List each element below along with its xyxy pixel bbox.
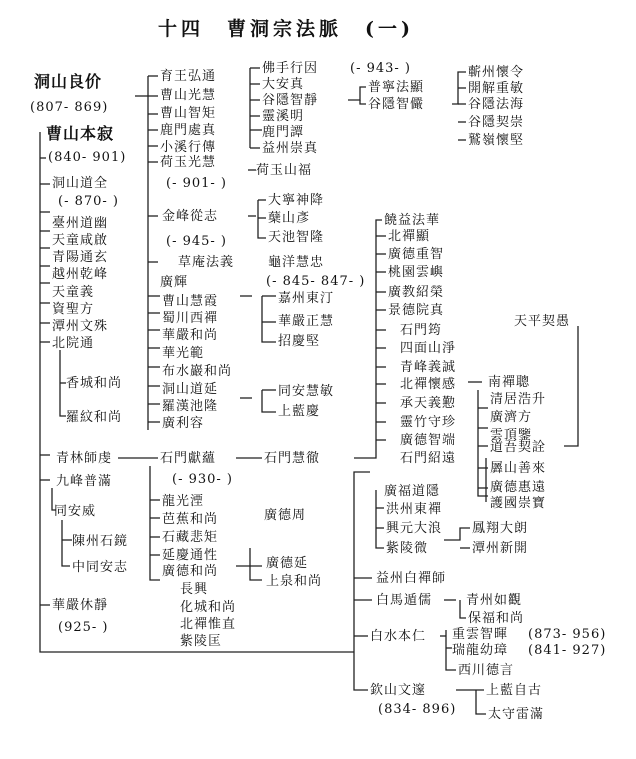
qingju-node: 清居浩升 xyxy=(490,392,547,407)
guangfu-node: 廣福道隱 xyxy=(384,484,441,499)
caoshanzhi-node: 曹山智矩 xyxy=(160,106,217,121)
zisheng-node: 資聖方 xyxy=(52,302,95,317)
jingling-node: 鷲嶺懷堅 xyxy=(468,133,525,148)
guyin-node: 谷隱智靜 xyxy=(262,93,319,108)
qizhou-node: 蘄州懷令 xyxy=(468,65,525,80)
shanglan-node: 上藍慶 xyxy=(278,404,321,419)
ruilong-node: 瑞龍幼璋 xyxy=(452,643,509,658)
fengxiang-node: 鳳翔大朗 xyxy=(472,521,529,536)
guyinzhi-node: 谷隱智儼 xyxy=(368,97,425,112)
jiufeng-node: 九峰普滿 xyxy=(56,474,113,489)
tongan-hui-node: 同安慧敏 xyxy=(278,384,335,399)
raoyi-node: 饒益法華 xyxy=(384,213,441,228)
dongshan-dates: (807- 869) xyxy=(30,100,109,115)
chongyun-node: 重雲智暉 xyxy=(452,627,509,642)
xichuan-node: 西川德言 xyxy=(458,663,515,678)
baofu-node: 保福和尚 xyxy=(468,611,525,626)
taishou-node: 太守雷滿 xyxy=(488,707,545,722)
heyu-node: 荷玉光慧 xyxy=(160,155,217,170)
guangji-node: 廣濟方 xyxy=(490,410,533,425)
guangdehe-node: 廣德和尚 xyxy=(162,564,219,579)
puning-node: 普寧法顯 xyxy=(368,80,425,95)
guanghui-node: 廣輝 xyxy=(160,275,189,290)
yanqing-node: 延慶通性 xyxy=(162,548,219,563)
huacheng-node: 化城和尚 xyxy=(180,600,237,615)
hongzhou-node: 洪州東禪 xyxy=(386,502,443,517)
page-title: 十四 曹洞宗法脈 (一) xyxy=(158,18,414,40)
taizhou-node: 臺州道幽 xyxy=(52,216,109,231)
huaguang-node: 華光範 xyxy=(162,346,205,361)
changxing-node: 長興 xyxy=(180,582,209,597)
shimenshao-node: 石門紹遠 xyxy=(400,451,457,466)
longguang-node: 龍光湮 xyxy=(162,494,205,509)
daowu-node: 道吾契詮 xyxy=(490,440,547,455)
daning-node: 大寧神降 xyxy=(268,193,325,208)
shimenhui-node: 石門慧徹 xyxy=(264,451,321,466)
yunding-node: 雲頂鑒 xyxy=(490,428,533,443)
nanchan-node: 南禪聰 xyxy=(488,375,531,390)
luohan-node: 羅漢池隆 xyxy=(162,399,219,414)
beiyuan-node: 北院通 xyxy=(52,336,95,351)
jinfeng-dates: (- 945- ) xyxy=(166,234,228,249)
tanzhou-node: 潭州文殊 xyxy=(52,319,109,334)
shimenxian-node: 石門獻蘊 xyxy=(160,451,217,466)
yuezhou-node: 越州乾峰 xyxy=(52,267,109,282)
dayuan-node: 大安真 xyxy=(262,77,305,92)
shimenxian-dates: (- 930- ) xyxy=(172,472,234,487)
lingzhu-node: 靈竹守珍 xyxy=(400,415,457,430)
guiyang-node: 龜洋慧忠 xyxy=(268,255,325,270)
heyushan-node: 荷玉山福 xyxy=(256,163,313,178)
caoshanguang-node: 曹山光慧 xyxy=(160,88,217,103)
xiangcheng-node: 香城和尚 xyxy=(66,376,123,391)
kaijie-node: 開解重敏 xyxy=(468,81,525,96)
xiaoxi-node: 小溪行傳 xyxy=(160,140,217,155)
ruilong-dates: (841- 927) xyxy=(528,643,607,658)
beichanhuai-node: 北禪懷感 xyxy=(400,377,457,392)
guyinfa-node: 谷隱法海 xyxy=(468,97,525,112)
foshou-dates: (- 943- ) xyxy=(350,61,412,76)
zhaoqing-node: 招慶堅 xyxy=(278,334,321,349)
bajiao-node: 芭蕉和尚 xyxy=(162,512,219,527)
beichan-node: 北禪顯 xyxy=(388,229,431,244)
dongshan-node: 洞山良价 xyxy=(34,72,103,91)
huayan-node: 華嚴休靜 xyxy=(52,598,109,613)
beichanwei-node: 北禪惟直 xyxy=(180,617,237,632)
simian-node: 四面山淨 xyxy=(400,341,457,356)
qinshan-node: 欽山文邃 xyxy=(370,683,427,698)
shanglanzi-node: 上藍自古 xyxy=(486,683,543,698)
ganshan-node: 蘖山彥 xyxy=(268,211,311,226)
jingde-node: 景德院真 xyxy=(388,303,445,318)
chongyun-dates: (873- 956) xyxy=(528,627,607,642)
jinfeng-node: 金峰從志 xyxy=(162,209,219,224)
lumentan-node: 鹿門譚 xyxy=(262,125,305,140)
qingyang-node: 青陽通玄 xyxy=(52,250,109,265)
foshou-node: 佛手行因 xyxy=(262,61,319,76)
caoshanhui-node: 曹山慧霞 xyxy=(162,294,219,309)
caoshan-dates: (840- 901) xyxy=(48,150,127,165)
guangdezhong-node: 廣德重智 xyxy=(388,247,445,262)
huayan-dates: (925- ) xyxy=(58,620,109,635)
bushui-node: 布水巖和尚 xyxy=(162,364,233,379)
tiantongyi-node: 天童義 xyxy=(52,285,95,300)
baima-node: 白馬遁儒 xyxy=(376,593,433,608)
lumen-node: 鹿門處真 xyxy=(160,123,217,138)
guangdezhou-node: 廣德周 xyxy=(264,508,307,523)
xingyuan-node: 興元大浪 xyxy=(386,521,443,536)
guiyang-dates: (- 845- 847- ) xyxy=(266,274,366,289)
chenzhou-node: 陳州石鏡 xyxy=(72,534,129,549)
tanzhouxin-node: 潭州新開 xyxy=(472,541,529,556)
daoquan-node: 洞山道全 xyxy=(52,176,109,191)
guyinqi-node: 谷隱契崇 xyxy=(468,115,525,130)
qinshan-dates: (834- 896) xyxy=(378,702,457,717)
yizhoubai-node: 益州白禪師 xyxy=(376,571,447,586)
huayanzheng-node: 華嚴正慧 xyxy=(278,314,335,329)
daoquan-dates: (- 870- ) xyxy=(58,194,120,209)
caoan-node: 草庵法義 xyxy=(178,255,235,270)
yizhouchong-node: 益州崇真 xyxy=(262,141,319,156)
tongan-node: 同安威 xyxy=(54,504,97,519)
taoyuan-node: 桃園雲嶼 xyxy=(388,265,445,280)
guangdezhi-node: 廣德智端 xyxy=(400,433,457,448)
shimenjun-node: 石門筠 xyxy=(400,323,443,338)
yuwang-node: 育王弘通 xyxy=(160,69,217,84)
luozuo-node: 羅紋和尚 xyxy=(66,410,123,425)
lingshan-node: 羼山善來 xyxy=(490,461,547,476)
tianping-node: 天平契愚 xyxy=(514,314,571,329)
qinglin-node: 青林師虔 xyxy=(56,451,113,466)
shangquan-node: 上泉和尚 xyxy=(266,574,323,589)
baishui-node: 白水本仁 xyxy=(370,629,427,644)
chengtian-node: 承天義懃 xyxy=(400,396,457,411)
qingzhou-node: 青州如觀 xyxy=(466,593,523,608)
guangdehui-node: 廣德惠遠 xyxy=(490,480,547,495)
jiazhou-node: 嘉州東汀 xyxy=(278,291,335,306)
tiantong-node: 天童咸啟 xyxy=(52,233,109,248)
guangdeyan-node: 廣德延 xyxy=(266,556,309,571)
dongshandao-node: 洞山道延 xyxy=(162,382,219,397)
heyu-dates: (- 901- ) xyxy=(166,176,228,191)
ziling-node: 紫陵匡 xyxy=(180,634,223,649)
caoshan-node: 曹山本寂 xyxy=(46,124,115,143)
zilingwei-node: 紫陵微 xyxy=(386,541,429,556)
huayanhe-node: 華嚴和尚 xyxy=(162,328,219,343)
shuzhou-node: 蜀川西禪 xyxy=(162,311,219,326)
shicang-node: 石藏悲矩 xyxy=(162,530,219,545)
huguo-node: 護國崇寶 xyxy=(490,496,547,511)
lingxi-node: 靈溪明 xyxy=(262,109,305,124)
tianchi-node: 天池智隆 xyxy=(268,230,325,245)
guangli-node: 廣利容 xyxy=(162,416,205,431)
guangjiao-node: 廣教紹榮 xyxy=(388,285,445,300)
qingfeng-node: 青峰義誠 xyxy=(400,360,457,375)
zhongtongan-node: 中同安志 xyxy=(72,560,129,575)
